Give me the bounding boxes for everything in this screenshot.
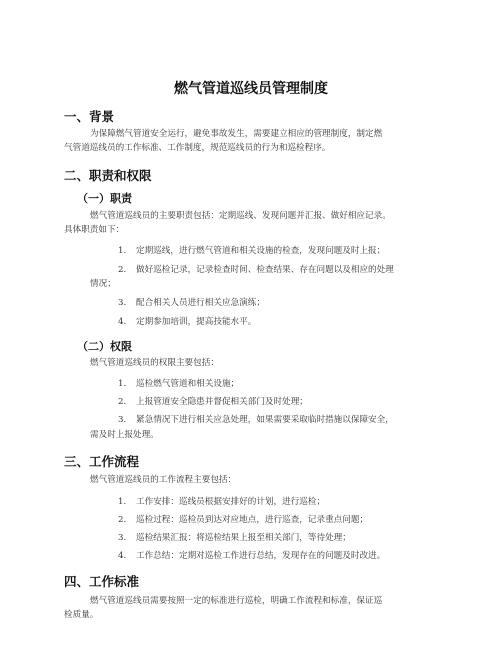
workflow-intro: 燃气管道巡线员的工作流程主要包括： — [90, 475, 237, 485]
list-item: 1. 工作安排：巡线员根据安排好的计划，进行巡检； — [118, 497, 326, 507]
list-item: 2. 做好巡检记录，记录检查时间、检查结果、存在问题以及相应的处理 — [118, 265, 394, 275]
responsibilities-intro-line-1: 燃气管道巡线员的主要职责包括：定期巡线、发现问题并汇报、做好相应记录。 — [90, 211, 391, 221]
list-item: 4. 工作总结：定期对巡检工作进行总结，发现存在的问题及时改进。 — [118, 551, 386, 561]
list-item: 3. 紧急情况下进行相关应急处理，如果需要采取临时措施以保障安全， — [118, 415, 394, 425]
list-item: 2. 上报管道安全隐患并督促相关部门及时处理； — [118, 397, 308, 407]
list-item: 1. 定期巡线，进行燃气管道和相关设施的检查，发现问题及时上报； — [118, 246, 386, 256]
section-heading-duties: 二、职责和权限 — [64, 168, 152, 183]
authority-intro: 燃气管道巡线员的权限主要包括： — [90, 358, 219, 368]
list-item: 1. 巡检燃气管道和相关设施； — [118, 379, 240, 389]
standards-paragraph-line-2: 检质量。 — [64, 610, 99, 620]
section-heading-workflow: 三、工作流程 — [64, 454, 140, 469]
subsection-heading-authority: （二）权限 — [77, 340, 132, 353]
list-item-continuation: 需及时上报处理。 — [90, 430, 159, 440]
list-item: 3. 配合相关人员进行相关应急演练； — [118, 298, 265, 308]
section-heading-background: 一、背景 — [64, 109, 115, 124]
background-paragraph-line-2: 气管道巡线员的工作标准、工作制度，规范巡线员的行为和巡检程序。 — [64, 143, 331, 153]
subsection-heading-responsibilities: （一）职责 — [77, 192, 132, 205]
standards-paragraph-line-1: 燃气管道巡线员需要按照一定的标准进行巡检，明确工作流程和标准，保证巡 — [90, 596, 383, 606]
list-item: 2. 巡检过程：巡检员到达对应地点，进行巡查，记录重点问题； — [118, 515, 369, 525]
list-item-continuation: 情况； — [90, 279, 116, 289]
document-title: 燃气管道巡线员管理制度 — [174, 81, 328, 97]
list-item: 3. 巡检结果汇报：将巡检结果上报至相关部门，等待处理； — [118, 533, 351, 543]
section-heading-standards: 四、工作标准 — [64, 574, 140, 589]
responsibilities-intro-line-2: 具体职责如下： — [64, 225, 125, 235]
list-item: 4. 定期参加培训，提高技能水平。 — [118, 317, 257, 327]
background-paragraph-line-1: 为保障燃气管道安全运行，避免事故发生，需要建立相应的管理制度，制定燃 — [90, 129, 383, 139]
